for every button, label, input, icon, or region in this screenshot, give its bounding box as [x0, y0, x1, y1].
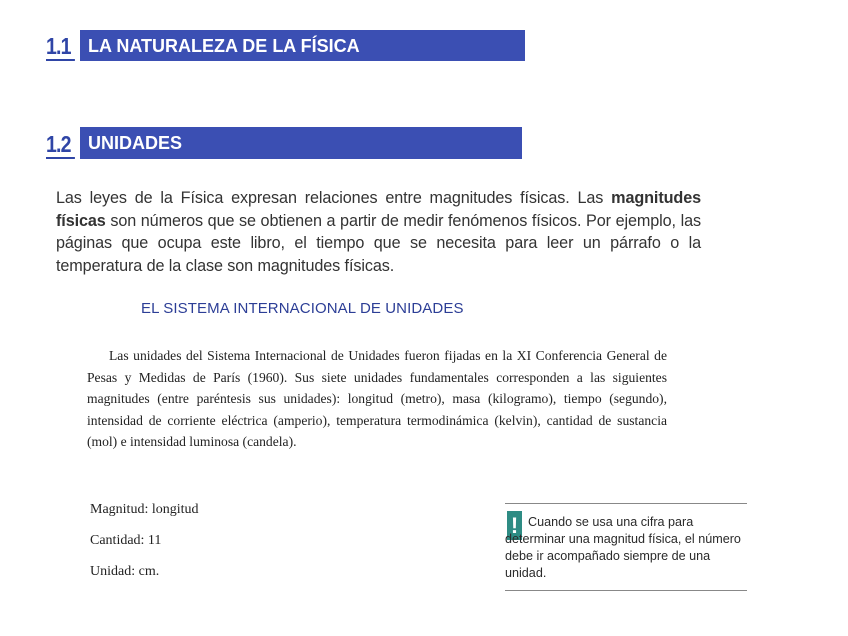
example-unit: Unidad: cm. [90, 564, 160, 579]
body-paragraph: Las unidades del Sistema Internacional de Unidades fueron fijadas en la XI Conferencia General de Pesas y Medidas de París (1960). Sus siete unidades fundamentales corresponden a las siguientes magnitudes (entre paréntesis sus unidades): longitud (metro), masa (kilogramo), tiempo (segundo), intensidad de corriente eléctrica (amperio), temperatura termodinámica (kelvin), cantidad de sustancia (mol) e intensidad luminosa (candela). [87, 348, 667, 450]
note-text: Cuando se usa una cifra para determinar una magnitud física, el número debe ir acompañado siempre de una unidad. [505, 515, 741, 580]
section-heading-1-2 [46, 127, 522, 159]
intro-text-part2: son números que se obtienen a partir de medir fenómenos físicos. Por ejemplo, las páginas que ocupa este libro, el tiempo que se necesita para leer un párrafo o la temperatura de la clase son magnitudes físicas. [56, 211, 701, 275]
intro-text-part1: Las leyes de la Física expresan relaciones entre magnitudes físicas. Las [56, 189, 612, 207]
example-quantity: Cantidad: 11 [90, 533, 162, 548]
intro-paragraph [56, 187, 701, 277]
section-heading-1-1 [46, 30, 525, 61]
exclamation-icon: ! [507, 511, 522, 540]
section-title: LA NATURALEZA DE LA FÍSICA [80, 30, 525, 61]
intro-bold-term: magnitudes físicas [56, 189, 701, 230]
example-magnitude: Magnitud: longitud [90, 502, 199, 517]
note-box [505, 503, 747, 591]
subheading: EL SISTEMA INTERNACIONAL DE UNIDADES [141, 300, 464, 317]
section-title: UNIDADES [80, 127, 522, 159]
section-number: 1.1 [46, 35, 75, 61]
section-number: 1.2 [46, 133, 75, 159]
